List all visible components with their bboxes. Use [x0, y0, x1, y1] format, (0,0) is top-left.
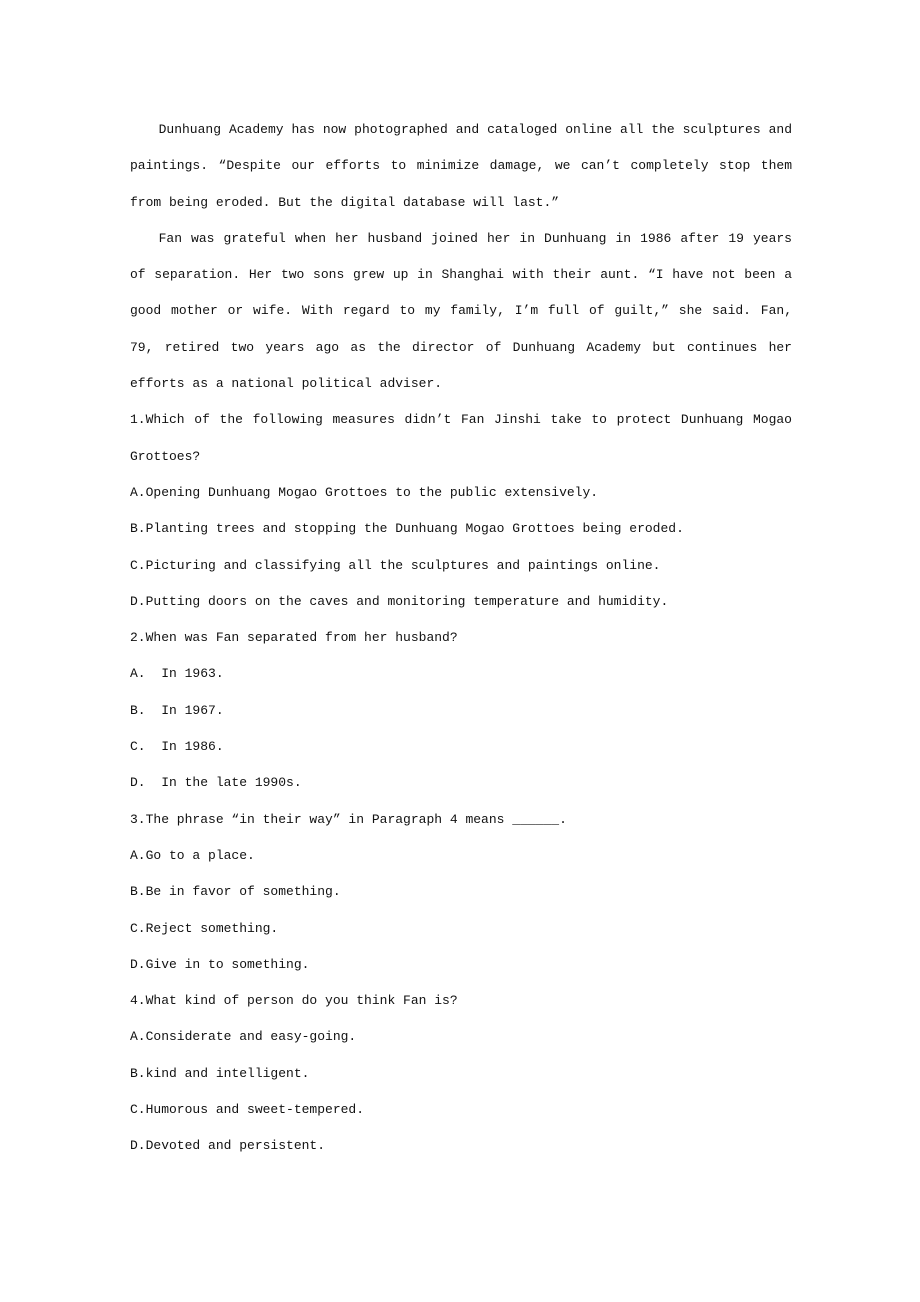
question-2-option-b: B. In 1967.	[130, 702, 224, 718]
question-2-option-d: D. In the late 1990s.	[130, 775, 302, 791]
question-3-option-c: C.Reject something.	[130, 920, 279, 936]
question-2-option-c: C. In 1986.	[130, 739, 224, 755]
question-1	[130, 402, 800, 620]
question-2	[130, 620, 792, 801]
question-2-option-a: A. In 1963.	[130, 666, 224, 682]
question-4-option-c: C.Humorous and sweet-tempered.	[130, 1102, 365, 1118]
passage-paragraph-1: Dunhuang Academy has now photographed and cataloged online all the sculptures and paintings. “Despite our efforts to minimize damage, we can’t completely stop them from being eroded. But the digital database will last.”	[130, 122, 800, 210]
passage-paragraph-2: Fan was grateful when her husband joined her in Dunhuang in 1986 after 19 years of separation. Her two sons grew up in Shanghai with their aunt. “I have not been a good mother or wife. With regard to my family, I’m full of guilt,” she said. Fan, 79, retired two years ago as the director of Dunhuang Academy but continues her efforts as a national political adviser.	[130, 230, 800, 392]
question-4-stem: 4.What kind of person do you think Fan is?	[130, 993, 458, 1009]
question-2-stem: 2.When was Fan separated from her husband?	[130, 630, 458, 646]
question-3-option-a: A.Go to a place.	[130, 847, 255, 863]
question-1-option-b: B.Planting trees and stopping the Dunhuang Mogao Grottoes being eroded.	[130, 521, 684, 537]
question-1-option-d: D.Putting doors on the caves and monitoring temperature and humidity.	[130, 593, 669, 609]
question-3	[130, 802, 792, 983]
question-4-option-b: B.kind and intelligent.	[130, 1065, 310, 1081]
question-3-option-b: B.Be in favor of something.	[130, 884, 341, 900]
question-4	[130, 983, 792, 1164]
question-1-option-c: C.Picturing and classifying all the sculptures and paintings online.	[130, 557, 661, 573]
question-1-stem: 1.Which of the following measures didn’t Fan Jinshi take to protect Dunhuang Mogao Grottoes?	[130, 412, 800, 464]
question-3-option-d: D.Give in to something.	[130, 956, 310, 972]
question-3-stem: 3.The phrase “in their way” in Paragraph 4 means ______.	[130, 811, 567, 827]
question-1-option-a: A.Opening Dunhuang Mogao Grottoes to the public extensively.	[130, 484, 599, 500]
question-4-option-a: A.Considerate and easy-going.	[130, 1029, 357, 1045]
question-4-option-d: D.Devoted and persistent.	[130, 1138, 326, 1154]
document-page	[130, 112, 800, 1165]
